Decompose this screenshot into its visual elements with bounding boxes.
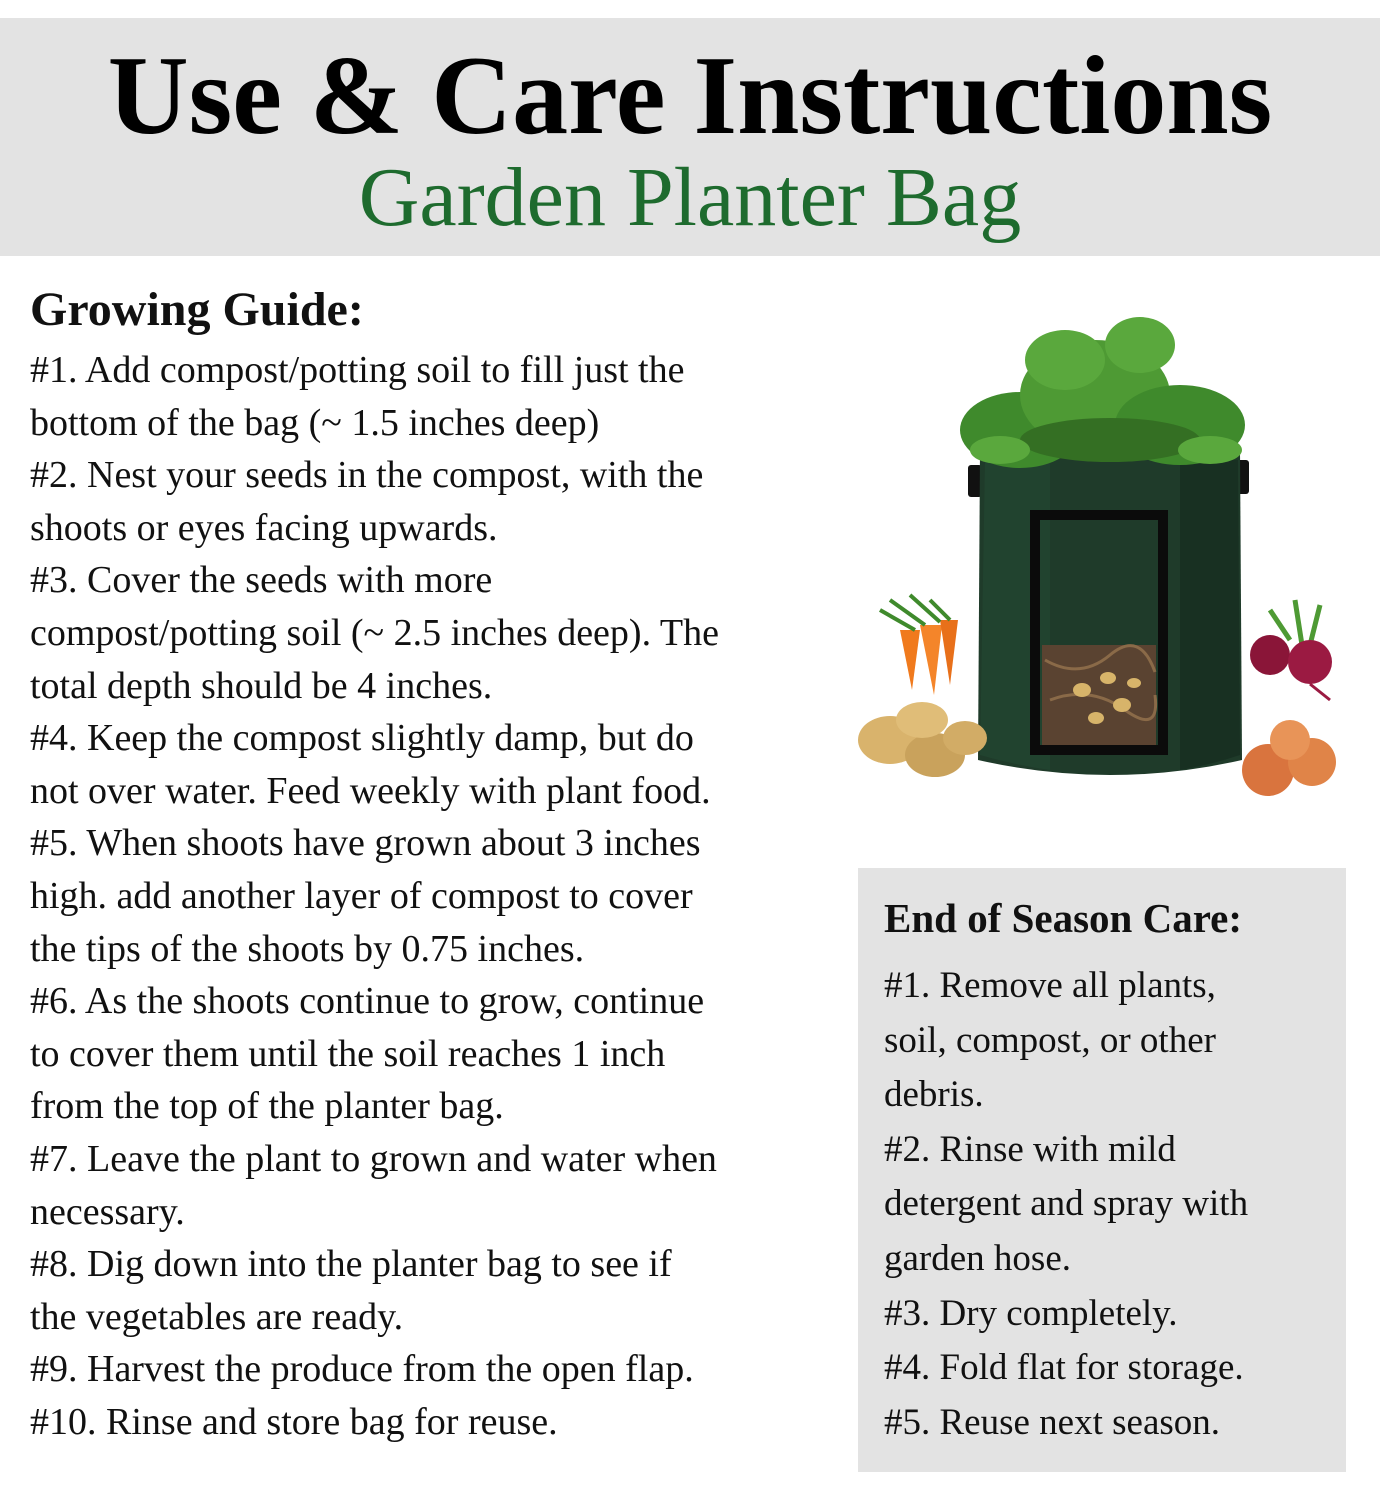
- guide-line: #4. Keep the compost slightly damp, but do: [30, 717, 694, 760]
- growing-guide-section: [30, 282, 830, 1448]
- planter-bag-icon: [978, 450, 1242, 775]
- guide-line: #8. Dig down into the planter bag to see if: [30, 1243, 672, 1286]
- end-of-season-list: [884, 960, 1346, 1449]
- guide-line: to cover them until the soil reaches 1 inch: [30, 1032, 666, 1075]
- growing-guide-list: [30, 344, 830, 1448]
- beets-icon: [1250, 600, 1332, 700]
- guide-line: #7. Leave the plant to grown and water when: [30, 1137, 717, 1180]
- care-line: #4. Fold flat for storage.: [884, 1347, 1244, 1389]
- guide-line: #9. Harvest the produce from the open flap.: [30, 1348, 694, 1391]
- guide-line: from the top of the planter bag.: [30, 1085, 504, 1128]
- guide-line: #1. Add compost/potting soil to fill just the: [30, 349, 685, 391]
- guide-line: total depth should be 4 inches.: [30, 664, 493, 707]
- care-line: debris.: [884, 1074, 984, 1116]
- guide-line: bottom of the bag (~ 1.5 inches deep): [30, 401, 600, 444]
- potatoes-icon: [858, 702, 987, 777]
- end-of-season-panel: [858, 868, 1346, 1472]
- guide-line: compost/potting soil (~ 2.5 inches deep). The: [30, 611, 719, 654]
- care-line: soil, compost, or other: [884, 1019, 1216, 1061]
- care-line: #1. Remove all plants,: [884, 965, 1216, 1006]
- care-line: #3. Dry completely.: [884, 1292, 1178, 1334]
- header-banner: [0, 18, 1380, 256]
- guide-line: #10. Rinse and store bag for reuse.: [30, 1400, 558, 1443]
- guide-line: the vegetables are ready.: [30, 1295, 404, 1338]
- guide-line: not over water. Feed weekly with plant food.: [30, 769, 711, 812]
- guide-line: #5. When shoots have grown about 3 inches: [30, 822, 701, 865]
- guide-line: #6. As the shoots continue to grow, continue: [30, 980, 705, 1023]
- growing-guide-heading: Growing Guide:: [30, 283, 364, 336]
- guide-line: #2. Nest your seeds in the compost, with the: [30, 454, 704, 497]
- guide-line: the tips of the shoots by 0.75 inches.: [30, 927, 585, 970]
- care-line: detergent and spray with: [884, 1183, 1249, 1225]
- guide-line: necessary.: [30, 1190, 185, 1233]
- guide-line: shoots or eyes facing upwards.: [30, 506, 498, 549]
- page-subtitle: Garden Planter Bag: [358, 151, 1022, 244]
- care-line: #5. Reuse next season.: [884, 1401, 1221, 1443]
- onions-icon: [1242, 720, 1336, 796]
- care-line: #2. Rinse with mild: [884, 1128, 1176, 1170]
- plant-leaves-icon: [960, 317, 1245, 468]
- guide-line: #3. Cover the seeds with more: [30, 559, 493, 602]
- care-line: garden hose.: [884, 1237, 1071, 1279]
- end-of-season-heading: End of Season Care:: [884, 895, 1243, 941]
- carrots-icon: [880, 595, 958, 695]
- page-title: Use & Care Instructions: [107, 34, 1273, 158]
- planter-bag-photo: [850, 300, 1350, 810]
- guide-line: high. add another layer of compost to cover: [30, 874, 693, 917]
